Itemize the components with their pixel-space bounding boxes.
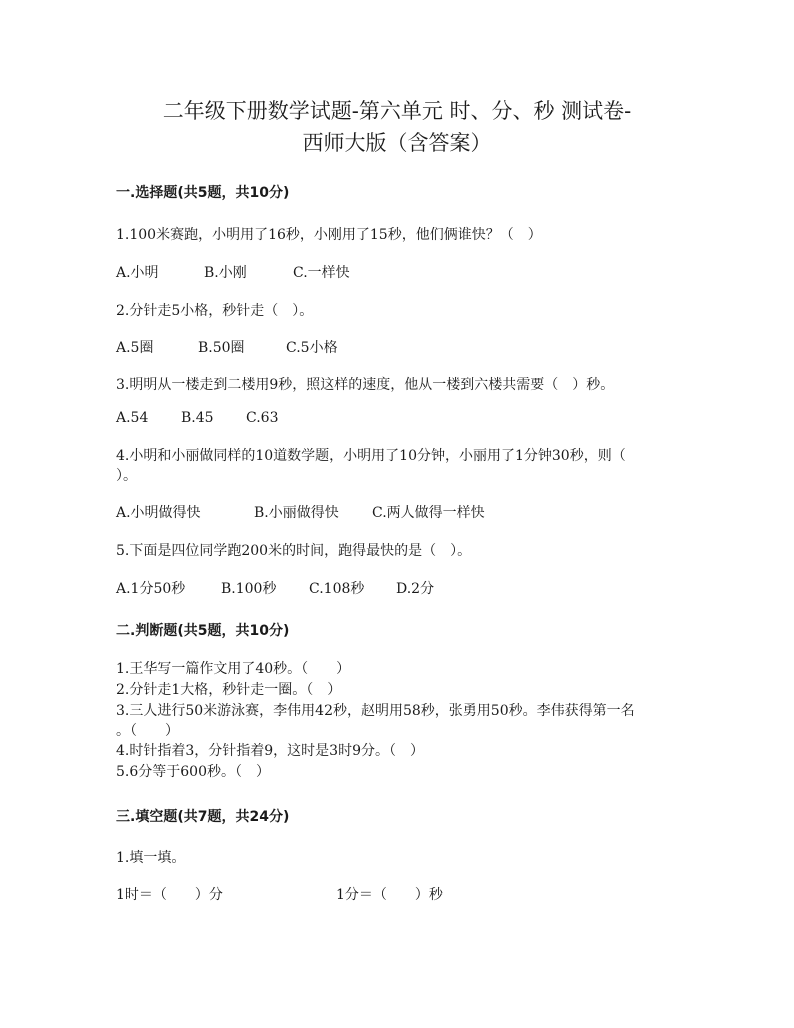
section-heading-choice: 一.选择题(共5题，共10分) xyxy=(116,185,290,201)
option-b: B.小丽做得快 xyxy=(254,505,339,521)
document-title-line-2: 西师大版（含答案） xyxy=(302,131,492,155)
question-3-options xyxy=(116,410,278,426)
option-c: C.63 xyxy=(246,410,279,426)
option-c: C.一样快 xyxy=(293,265,350,281)
option-b: B.小刚 xyxy=(204,265,247,281)
question-4-stem: 4.小明和小丽做同样的10道数学题，小明用了10分钟，小丽用了1分钟30秒，则（ xyxy=(116,448,626,464)
section-heading-fill-blank: 三.填空题(共7题，共24分) xyxy=(116,809,290,825)
option-a: A.5圈 xyxy=(116,340,154,356)
fill-blank-minute: 1分＝（ ）秒 xyxy=(336,887,443,903)
option-b: B.45 xyxy=(181,410,214,426)
document-title-line-1: 二年级下册数学试题-第六单元 时、分、秒 测试卷- xyxy=(162,99,632,123)
option-a: A.小明 xyxy=(116,265,159,281)
option-b: B.50圈 xyxy=(198,340,245,356)
question-5-stem: 5.下面是四位同学跑200米的时间，跑得最快的是（ ）。 xyxy=(116,543,472,559)
question-2-options xyxy=(116,337,338,357)
judgement-item-5: 5.6分等于600秒。（ ） xyxy=(116,764,270,780)
option-c: C.两人做得一样快 xyxy=(372,505,485,521)
question-4-stem-continued: ）。 xyxy=(116,468,137,484)
question-1-options xyxy=(116,262,350,282)
option-a: A.小明做得快 xyxy=(116,505,201,521)
option-c: C.108秒 xyxy=(309,581,365,597)
question-1-stem: 1.100米赛跑，小明用了16秒，小刚用了15秒，他们俩谁快？（ ） xyxy=(116,227,542,243)
question-2-stem: 2.分针走5小格，秒针走（ ）。 xyxy=(116,303,314,319)
section-heading-judgement: 二.判断题(共5题，共10分) xyxy=(116,623,290,639)
question-4-options xyxy=(116,502,485,522)
question-3-stem: 3.明明从一楼走到二楼用9秒，照这样的速度，他从一楼到六楼共需要（ ）秒。 xyxy=(116,377,615,393)
fill-question-1: 1.填一填。 xyxy=(116,850,186,866)
judgement-item-3: 3.三人进行50米游泳赛，李伟用42秒，赵明用58秒，张勇用50秒。李伟获得第一名 xyxy=(116,703,635,719)
judgement-item-2: 2.分针走1大格，秒针走一圈。（ ） xyxy=(116,682,342,698)
option-a: A.54 xyxy=(116,410,149,426)
fill-question-1-blanks xyxy=(116,884,443,904)
fill-blank-hour: 1时＝（ ）分 xyxy=(116,887,223,903)
option-d: D.2分 xyxy=(396,581,435,597)
option-b: B.100秒 xyxy=(221,581,277,597)
option-a: A.1分50秒 xyxy=(116,581,186,597)
judgement-item-1: 1.王华写一篇作文用了40秒。（ ） xyxy=(116,661,351,677)
option-c: C.5小格 xyxy=(286,340,338,356)
judgement-item-3-continued: 。（ ） xyxy=(116,723,179,739)
question-5-options xyxy=(116,578,434,598)
judgement-item-4: 4.时针指着3，分针指着9，这时是3时9分。（ ） xyxy=(116,743,424,759)
